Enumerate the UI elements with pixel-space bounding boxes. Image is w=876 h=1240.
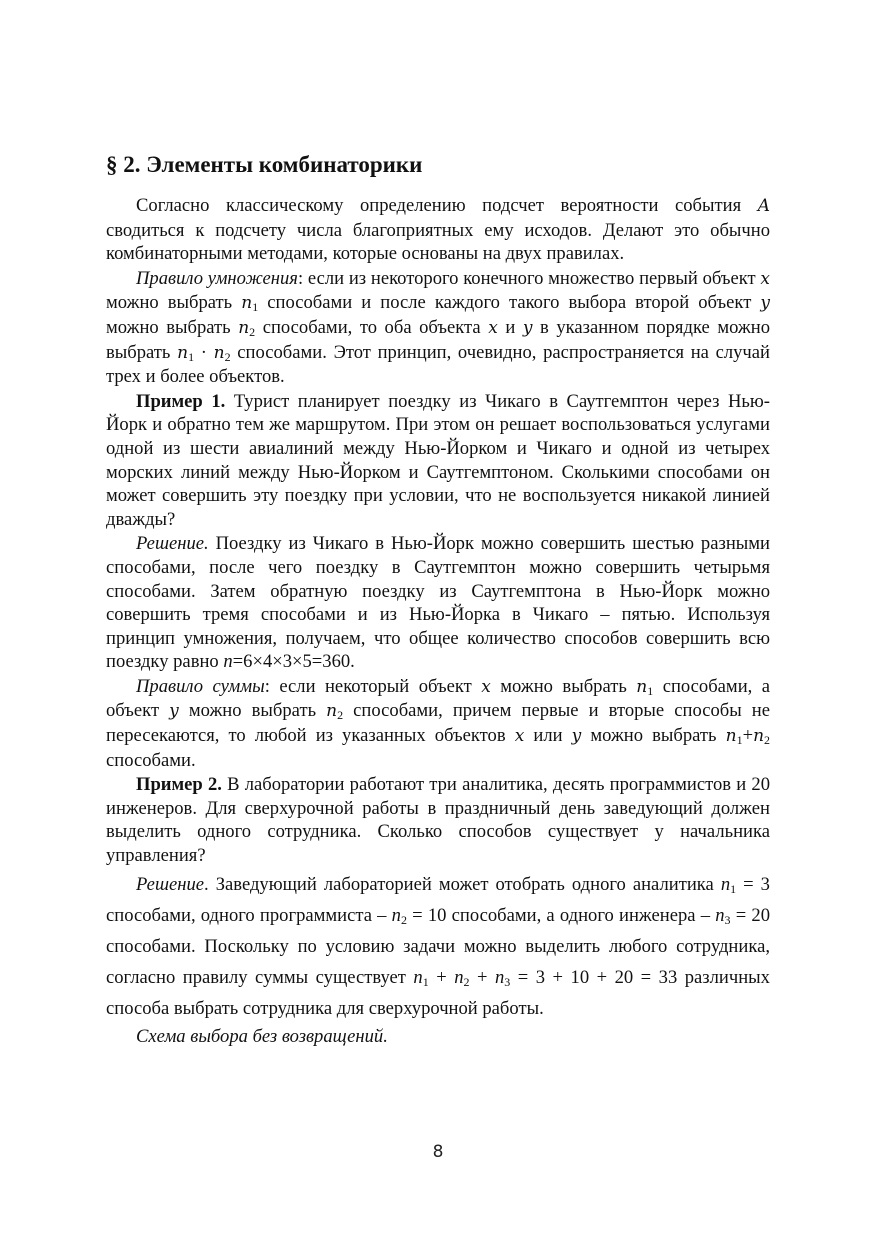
example-label: Пример 1. — [136, 390, 226, 412]
paragraph-sum-rule: Правило суммы: если некоторый объект x можно выбрать $n_1$ способами, а объект y можно выбрать $n_2$ способами, причем первые и вторые способы не пересекаются, то любой из указанных объектов x или y можно выбрать $n_1+n_2$ способами. — [106, 675, 771, 771]
paragraph-solution-1: Решение. Поездку из Чикаго в Нью-Йорк можно совершить шестью разными способами, после чего поездку в Саутгемптон можно совершить четырьмя способами. Затем обратную поездку из Саутгемптона в Нью-Йорк можно совершить тремя способами и из Нью-Йорка в Чикаго – пятью. Используя принцип умножения, получаем, что общее количество способов совершить всю поездку равно n=6×4×3×5=360. — [106, 533, 770, 673]
paragraph-intro: Согласно классическому определению подсчет вероятности события A сводиться к подсчету числа благоприятных ему исходов. Делают это обычно комбинаторными методами, которые основаны на двух правилах. — [106, 195, 770, 265]
paragraph-solution-2: Решение. Заведующий лабораторией может отобрать одного аналитика $n_1 = 3$ способами, одного программиста – $n_2 = 10$ способами, а одного инженера – $n_3 = 20$ способами. Поскольку по условию задачи можно выделить любого сотрудника, согласно правилу суммы существует $n_1 + n_2 + n_3 = 3 + 10 + 20 = 33$ различных способа выбрать сотрудника для сверхурочной работы. — [106, 873, 770, 1019]
example-label: Пример 2. — [136, 774, 222, 796]
paragraph-example-1: Пример 1. Турист планирует поездку из Чикаго в Саутгемптон через Нью-Йорк и обратно тем же маршрутом. При этом он решает воспользоваться услугами одной из шести авиалиний между Нью-Йорком и Чикаго и одной из четырех морских линий между Нью-Йорком и Саутгемптоном. Сколькими способами он может совершить эту поездку при условии, что не воспользуется никакой линией дважды? — [106, 390, 770, 530]
scheme-label: Схема выбора без возвращений. — [136, 1025, 388, 1047]
solution-label: Решение — [136, 873, 205, 895]
paragraph-multiplication-rule: Правило умножения: если из некоторого конечного множество первый объект x можно выбрать $n_1$ способами и после каждого такого выбора второй объект y можно выбрать $n_2$ способами, то оба объекта x и y в указанном порядке можно выбрать $n_1 \cdot n_2$ способами. Этот принцип, очевидно, распространяется на случай трех и более объектов. — [106, 267, 771, 388]
rule-label: Правило суммы — [136, 675, 265, 697]
solution-label: Решение. — [136, 533, 209, 555]
section-heading: § 2. Элементы комбинаторики — [106, 152, 423, 177]
paragraph-scheme — [106, 1025, 770, 1049]
paragraph-example-2: Пример 2. В лаборатории работают три аналитика, десять программистов и 20 инженеров. Для сверхурочной работы в праздничный день заведующий должен выделить одного сотрудника. Сколько способов существует у начальника управления? — [106, 774, 770, 867]
page-content — [106, 150, 770, 1048]
page-number: 8 — [432, 1142, 444, 1162]
rule-label: Правило умножения — [136, 267, 298, 289]
